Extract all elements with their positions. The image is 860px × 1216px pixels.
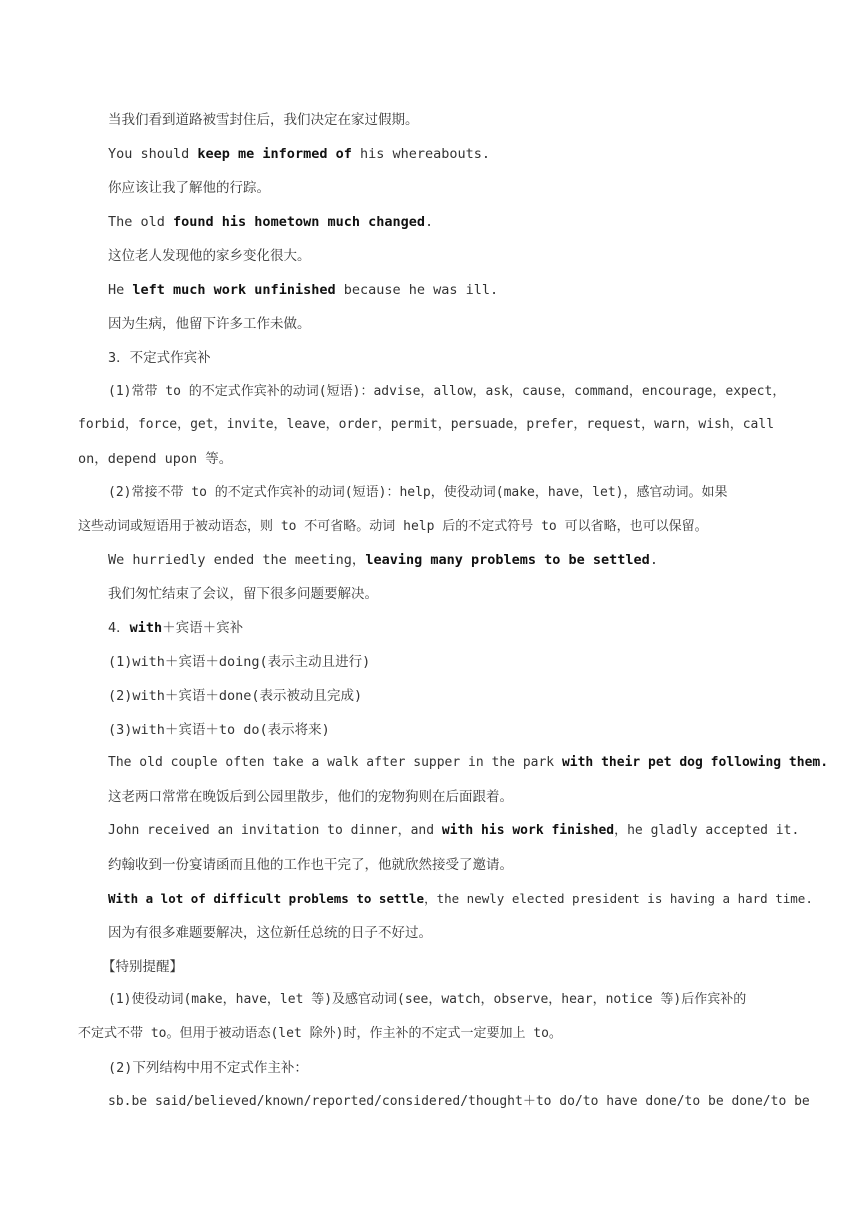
text-line-3: 你应该让我了解他的行踪。 xyxy=(108,180,270,196)
text-line-5: 这位老人发现他的家乡变化很大。 xyxy=(108,248,311,264)
text-line-17: (1)with＋宾语＋doing(表示主动且进行) xyxy=(108,654,371,670)
text-segment: ，he gladly accepted it. xyxy=(614,823,800,838)
text-line-25: 因为有很多难题要解决，这位新任总统的日子不好过。 xyxy=(108,925,432,941)
text-line-10: forbid，force，get，invite，leave，order，permit，persuade，prefer，request，warn，wish，call xyxy=(78,417,775,432)
bold-phrase: With a lot of difficult problems to settle xyxy=(108,891,425,906)
bold-phrase: keep me informed of xyxy=(197,146,352,162)
text-segment: You should xyxy=(108,146,198,162)
text-segment: The old xyxy=(108,214,174,230)
text-line-23: 约翰收到一份宴请函而且他的工作也干完了，他就欣然接受了邀请。 xyxy=(108,857,513,873)
text-segment: . xyxy=(425,214,434,230)
bold-phrase: with xyxy=(129,620,163,636)
text-line-12: (2)常接不带 to 的不定式作宾补的动词(短语)：help，使役动词(make，have，let)，感官动词。如果 xyxy=(108,485,728,500)
text-segment: John received an invitation to dinner，and xyxy=(108,823,442,838)
text-segment: because he was ill. xyxy=(335,282,499,298)
section-heading-4 xyxy=(108,618,243,638)
text-line-22 xyxy=(108,821,799,841)
text-line-11: on，depend upon 等。 xyxy=(78,451,233,467)
text-line-28: 不定式不带 to。但用于被动语态(let 除外)时，作主补的不定式一定要加上 to。 xyxy=(78,1026,562,1041)
text-segment: We hurriedly ended the meeting， xyxy=(108,552,366,568)
text-segment: 4． xyxy=(108,620,130,636)
text-line-7: 因为生病，他留下许多工作未做。 xyxy=(108,316,311,332)
text-line-13: 这些动词或短语用于被动语态，则 to 不可省略。动词 help 后的不定式符号 to 可以省略，也可以保留。 xyxy=(78,519,708,534)
bold-phrase: with their pet dog following them. xyxy=(561,755,829,770)
bold-phrase: found his hometown much changed xyxy=(173,214,425,230)
special-note-heading: 【特别提醒】 xyxy=(102,959,183,975)
text-line-2 xyxy=(108,144,490,164)
text-segment: ，the newly elected president is having a hard time. xyxy=(424,891,813,906)
text-line-19: (3)with＋宾语＋to do(表示将来) xyxy=(108,722,330,738)
text-segment: ＋宾语＋宾补 xyxy=(162,620,244,636)
text-line-30: sb.be said/believed/known/reported/considered/thought＋to do/to have done/to be done/to be xyxy=(108,1094,810,1109)
text-line-20 xyxy=(108,753,828,773)
text-line-14 xyxy=(108,550,658,570)
text-line-15: 我们匆忙结束了会议，留下很多问题要解决。 xyxy=(108,586,378,602)
text-segment: his whereabouts. xyxy=(351,146,491,162)
bold-phrase: leaving many problems to be settled xyxy=(365,552,650,568)
bold-phrase: with his work finished xyxy=(441,823,615,838)
text-line-4 xyxy=(108,212,433,232)
text-segment: He xyxy=(108,282,133,298)
text-line-21: 这老两口常常在晚饭后到公园里散步，他们的宠物狗则在后面跟着。 xyxy=(108,789,513,805)
text-line-6 xyxy=(108,280,498,300)
text-line-29: (2)下列结构中用不定式作主补： xyxy=(108,1060,308,1076)
text-segment: The old couple often take a walk after supper in the park xyxy=(108,755,562,770)
text-line-9: (1)常带 to 的不定式作宾补的动词(短语)：advise，allow，ask，cause，command，encourage，expect， xyxy=(108,384,786,399)
bold-phrase: left much work unfinished xyxy=(132,282,336,298)
text-line-24 xyxy=(108,889,813,909)
text-line-27: (1)使役动词(make，have，let 等)及感官动词(see，watch，observe，hear，notice 等)后作宾补的 xyxy=(108,992,747,1007)
text-segment: . xyxy=(649,552,658,568)
text-line-18: (2)with＋宾语＋done(表示被动且完成) xyxy=(108,688,363,704)
section-heading-3: 3．不定式作宾补 xyxy=(108,350,211,366)
text-line-1: 当我们看到道路被雪封住后，我们决定在家过假期。 xyxy=(108,112,419,128)
